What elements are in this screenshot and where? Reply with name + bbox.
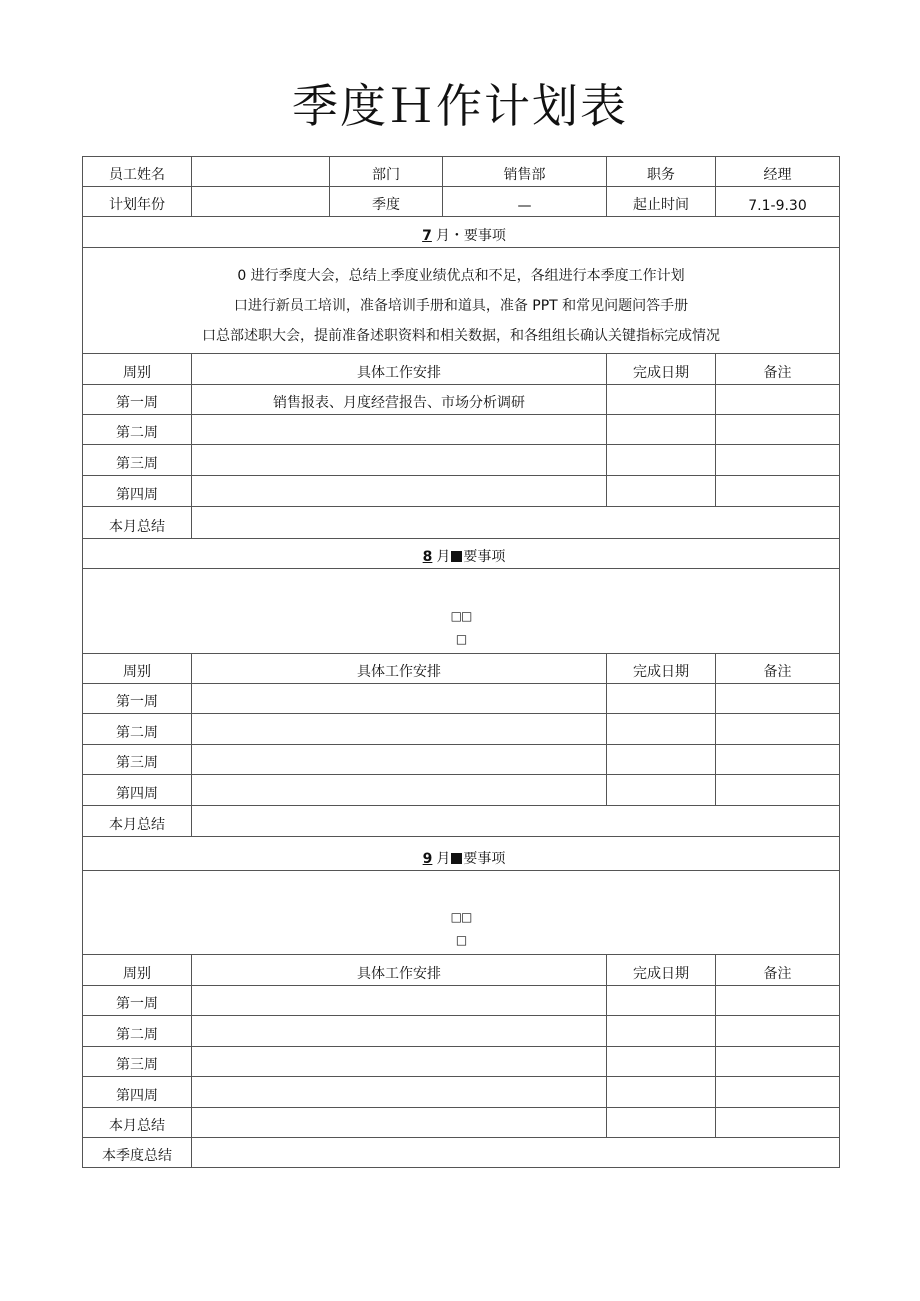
quarter-summary-label: 本季度总结 xyxy=(83,1138,192,1168)
col-remarks: 备注 xyxy=(716,654,840,684)
month-heading xyxy=(83,837,840,871)
week-label: 第三周 xyxy=(83,745,192,775)
week-note[interactable] xyxy=(716,445,840,476)
key-item: □□ xyxy=(450,910,472,924)
table-row xyxy=(83,745,840,775)
month-summary-label: 本月总结 xyxy=(83,1108,192,1138)
week-label: 第一周 xyxy=(83,684,192,714)
week-note[interactable] xyxy=(716,775,840,806)
month-heading-mid: 月 xyxy=(436,549,451,565)
week-note[interactable] xyxy=(716,986,840,1016)
week-date[interactable] xyxy=(607,476,716,507)
col-completion-date: 完成日期 xyxy=(607,654,716,684)
week-note[interactable] xyxy=(716,684,840,714)
month-summary-value[interactable] xyxy=(192,806,840,837)
key-item: □ xyxy=(455,632,467,646)
key-item: □ xyxy=(455,933,467,947)
week-date[interactable] xyxy=(607,775,716,806)
key-item: 口进行新员工培训，准备培训手册和道具，准备 PPT 和常见问题问答手册 xyxy=(233,298,689,314)
week-arrangement[interactable] xyxy=(192,684,607,714)
week-arrangement[interactable] xyxy=(192,714,607,745)
key-item: 口总部述职大会，提前准备述职资料和相关数据，和各组组长确认关键指标完成情况 xyxy=(202,328,720,344)
week-label: 第二周 xyxy=(83,1016,192,1047)
week-date[interactable] xyxy=(607,986,716,1016)
col-week: 周别 xyxy=(83,955,192,986)
col-completion-date: 完成日期 xyxy=(607,354,716,385)
table-row xyxy=(83,445,840,476)
col-arrangement: 具体工作安排 xyxy=(192,654,607,684)
week-label: 第二周 xyxy=(83,415,192,445)
col-remarks: 备注 xyxy=(716,955,840,986)
period-label: 起止时间 xyxy=(607,187,716,217)
week-label: 第二周 xyxy=(83,714,192,745)
week-arrangement[interactable] xyxy=(192,986,607,1016)
week-date[interactable] xyxy=(607,1016,716,1047)
key-item: 0 进行季度大会，总结上季度业绩优点和不足，各组进行本季度工作计划 xyxy=(237,268,685,284)
week-arrangement[interactable] xyxy=(192,1047,607,1077)
week-date[interactable] xyxy=(607,415,716,445)
week-arrangement[interactable] xyxy=(192,1016,607,1047)
week-arrangement[interactable] xyxy=(192,445,607,476)
week-arrangement[interactable]: 销售报表、月度经营报告、市场分析调研 xyxy=(192,385,607,415)
position-value[interactable]: 经理 xyxy=(716,157,840,187)
week-note[interactable] xyxy=(716,1047,840,1077)
week-date[interactable] xyxy=(607,385,716,415)
week-note[interactable] xyxy=(716,385,840,415)
quarter-value[interactable]: — xyxy=(443,187,607,217)
week-arrangement[interactable] xyxy=(192,775,607,806)
week-label: 第四周 xyxy=(83,1077,192,1108)
table-row xyxy=(83,415,840,445)
table-row xyxy=(83,1016,840,1047)
col-remarks: 备注 xyxy=(716,354,840,385)
table-row xyxy=(83,714,840,745)
week-note[interactable] xyxy=(716,1077,840,1108)
week-date[interactable] xyxy=(607,684,716,714)
week-arrangement[interactable] xyxy=(192,1077,607,1108)
week-label: 第三周 xyxy=(83,1047,192,1077)
plan-year-value[interactable] xyxy=(192,187,330,217)
month-number: 8 xyxy=(422,549,433,565)
week-note[interactable] xyxy=(716,714,840,745)
table-row xyxy=(83,986,840,1016)
table-row xyxy=(83,775,840,806)
month-heading-mid: 月 xyxy=(436,851,451,867)
col-arrangement: 具体工作安排 xyxy=(192,955,607,986)
week-label: 第一周 xyxy=(83,986,192,1016)
name-label: 员工姓名 xyxy=(83,157,192,187)
col-arrangement: 具体工作安排 xyxy=(192,354,607,385)
month-heading xyxy=(83,217,840,248)
table-row xyxy=(83,1077,840,1108)
key-items[interactable] xyxy=(83,871,840,955)
month-heading-text: 要事项 xyxy=(463,549,506,565)
week-date[interactable] xyxy=(607,1047,716,1077)
month-heading-text: 要事项 xyxy=(463,851,506,867)
month-heading xyxy=(83,539,840,569)
square-bullet-icon xyxy=(451,853,462,864)
week-label: 第一周 xyxy=(83,385,192,415)
week-label: 第四周 xyxy=(83,775,192,806)
table-row xyxy=(83,1047,840,1077)
week-note[interactable] xyxy=(716,745,840,775)
table-row xyxy=(83,476,840,507)
position-label: 职务 xyxy=(607,157,716,187)
week-arrangement[interactable] xyxy=(192,745,607,775)
month-summary-value[interactable] xyxy=(192,1108,607,1138)
square-bullet-icon xyxy=(451,551,462,562)
quarter-summary-value[interactable] xyxy=(192,1138,840,1168)
col-completion-date: 完成日期 xyxy=(607,955,716,986)
week-date[interactable] xyxy=(607,714,716,745)
week-note[interactable] xyxy=(716,1016,840,1047)
week-note[interactable] xyxy=(716,415,840,445)
week-label: 第三周 xyxy=(83,445,192,476)
week-date[interactable] xyxy=(607,745,716,775)
week-arrangement[interactable] xyxy=(192,415,607,445)
week-label: 第四周 xyxy=(83,476,192,507)
key-item: □□ xyxy=(450,609,472,623)
week-note[interactable] xyxy=(716,476,840,507)
table-row xyxy=(83,684,840,714)
month-summary-label: 本月总结 xyxy=(83,806,192,837)
month-summary-value[interactable] xyxy=(192,507,840,539)
period-value[interactable]: 7.1-9.30 xyxy=(716,187,840,217)
key-items[interactable] xyxy=(83,248,840,354)
col-week: 周别 xyxy=(83,654,192,684)
plan-year-label: 计划年份 xyxy=(83,187,192,217)
quarter-plan-table xyxy=(82,156,840,1168)
page-title: 季度Ｈ作计划表 xyxy=(292,79,628,133)
month-number: 9 xyxy=(422,851,433,867)
name-value[interactable] xyxy=(192,157,330,187)
key-items[interactable] xyxy=(83,569,840,654)
col-week: 周别 xyxy=(83,354,192,385)
week-arrangement[interactable] xyxy=(192,476,607,507)
quarter-label: 季度 xyxy=(330,187,443,217)
month-number: 7 xyxy=(422,228,432,244)
table-row xyxy=(83,385,840,415)
month-heading-text: 月・要事项 xyxy=(435,228,506,244)
dept-label: 部门 xyxy=(330,157,443,187)
week-date[interactable] xyxy=(607,1077,716,1108)
week-date[interactable] xyxy=(607,445,716,476)
dept-value[interactable]: 销售部 xyxy=(443,157,607,187)
month-summary-label: 本月总结 xyxy=(83,507,192,539)
